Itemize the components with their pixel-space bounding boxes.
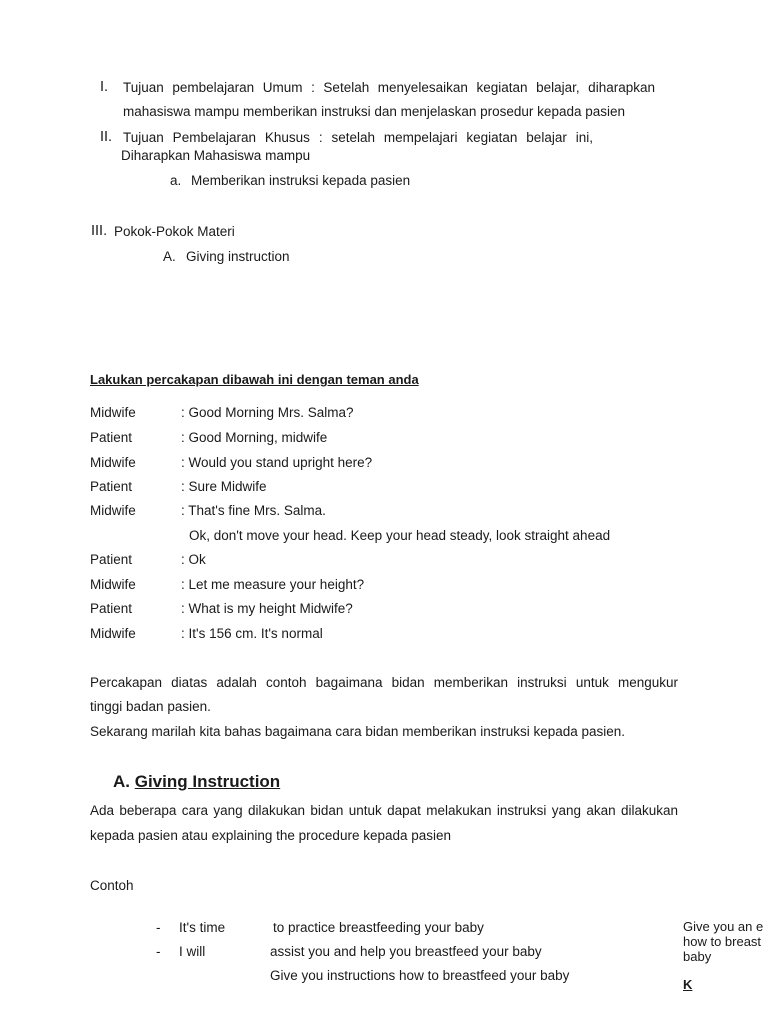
materials-item-marker: A. bbox=[163, 249, 176, 264]
explanation-line3: Sekarang marilah kita bahas bagaimana cara bidan memberikan instruksi kepada pasien. bbox=[90, 724, 626, 739]
example-text: Give you instructions how to breastfeed your baby bbox=[270, 968, 570, 983]
section-title: Giving Instruction bbox=[134, 772, 281, 791]
materials-numeral: III. bbox=[91, 223, 108, 239]
dialogue-speaker: Midwife bbox=[90, 626, 136, 641]
dialogue-speaker: Midwife bbox=[90, 455, 136, 470]
dialogue-line: : What is my height Midwife? bbox=[181, 601, 353, 616]
example-lead: It's time bbox=[179, 920, 226, 935]
objective-specific-line1: Tujuan Pembelajaran Khusus : setelah mempelajari kegiatan belajar ini, bbox=[123, 130, 593, 145]
objective-general-line1: Tujuan pembelajaran Umum : Setelah menyelesaikan kegiatan belajar, diharapkan bbox=[123, 80, 655, 95]
explanation-line1: Percakapan diatas adalah contoh bagaimana bidan memberikan instruksi untuk mengukur bbox=[90, 675, 678, 690]
section-desc-line2: kepada pasien atau explaining the procedure kepada pasien bbox=[90, 828, 452, 843]
dialogue-line: : Good Morning, midwife bbox=[181, 430, 328, 445]
section-desc-line1: Ada beberapa cara yang dilakukan bidan untuk dapat melakukan instruksi yang akan dilakukan bbox=[90, 803, 678, 818]
example-bullet: - bbox=[156, 920, 161, 935]
dialogue-speaker: Patient bbox=[90, 430, 133, 445]
dialogue-line: : Let me measure your height? bbox=[181, 577, 365, 592]
example-bullet: - bbox=[156, 944, 161, 959]
dialogue-speaker: Midwife bbox=[90, 503, 136, 518]
side-note-line2: how to breast bbox=[683, 933, 762, 949]
example-label: Contoh bbox=[90, 878, 134, 893]
dialogue-line: : Would you stand upright here? bbox=[181, 455, 373, 470]
explanation-line2: tinggi badan pasien. bbox=[90, 699, 211, 714]
dialogue-speaker: Patient bbox=[90, 601, 133, 616]
dialogue-speaker: Patient bbox=[90, 479, 133, 494]
objective-specific-item-marker: a. bbox=[170, 173, 182, 188]
objective-general-line2: mahasiswa mampu memberikan instruksi dan menjelaskan prosedur kepada pasien bbox=[123, 104, 626, 119]
side-note-line3: baby bbox=[683, 948, 712, 964]
side-note-letter: K bbox=[683, 977, 693, 992]
materials-item-text: Giving instruction bbox=[186, 249, 290, 264]
dialogue-title: Lakukan percakapan dibawah ini dengan teman anda bbox=[90, 372, 419, 387]
dialogue-line: Ok, don't move your head. Keep your head steady, look straight ahead bbox=[189, 528, 611, 543]
example-lead: I will bbox=[179, 944, 206, 959]
side-note bbox=[683, 920, 768, 965]
dialogue-line: : Ok bbox=[181, 552, 206, 567]
dialogue-speaker: Midwife bbox=[90, 405, 136, 420]
dialogue-speaker: Midwife bbox=[90, 577, 136, 592]
objective-specific-numeral: II. bbox=[100, 129, 113, 145]
objective-general-numeral: I. bbox=[100, 79, 109, 95]
materials-label: Pokok-Pokok Materi bbox=[114, 224, 235, 239]
objective-specific-line2: Diharapkan Mahasiswa mampu bbox=[121, 148, 311, 163]
dialogue-line: : It's 156 cm. It's normal bbox=[181, 626, 323, 641]
example-text: to practice breastfeeding your baby bbox=[273, 920, 484, 935]
dialogue-line: : That's fine Mrs. Salma. bbox=[181, 503, 326, 518]
dialogue-line: : Sure Midwife bbox=[181, 479, 267, 494]
example-text: assist you and help you breastfeed your baby bbox=[270, 944, 542, 959]
dialogue-line: : Good Morning Mrs. Salma? bbox=[181, 405, 354, 420]
section-heading bbox=[113, 772, 280, 792]
section-marker: A. bbox=[113, 772, 130, 791]
side-note-line1: Give you an e bbox=[683, 920, 764, 934]
objective-specific-item-text: Memberikan instruksi kepada pasien bbox=[191, 173, 411, 188]
dialogue-speaker: Patient bbox=[90, 552, 133, 567]
